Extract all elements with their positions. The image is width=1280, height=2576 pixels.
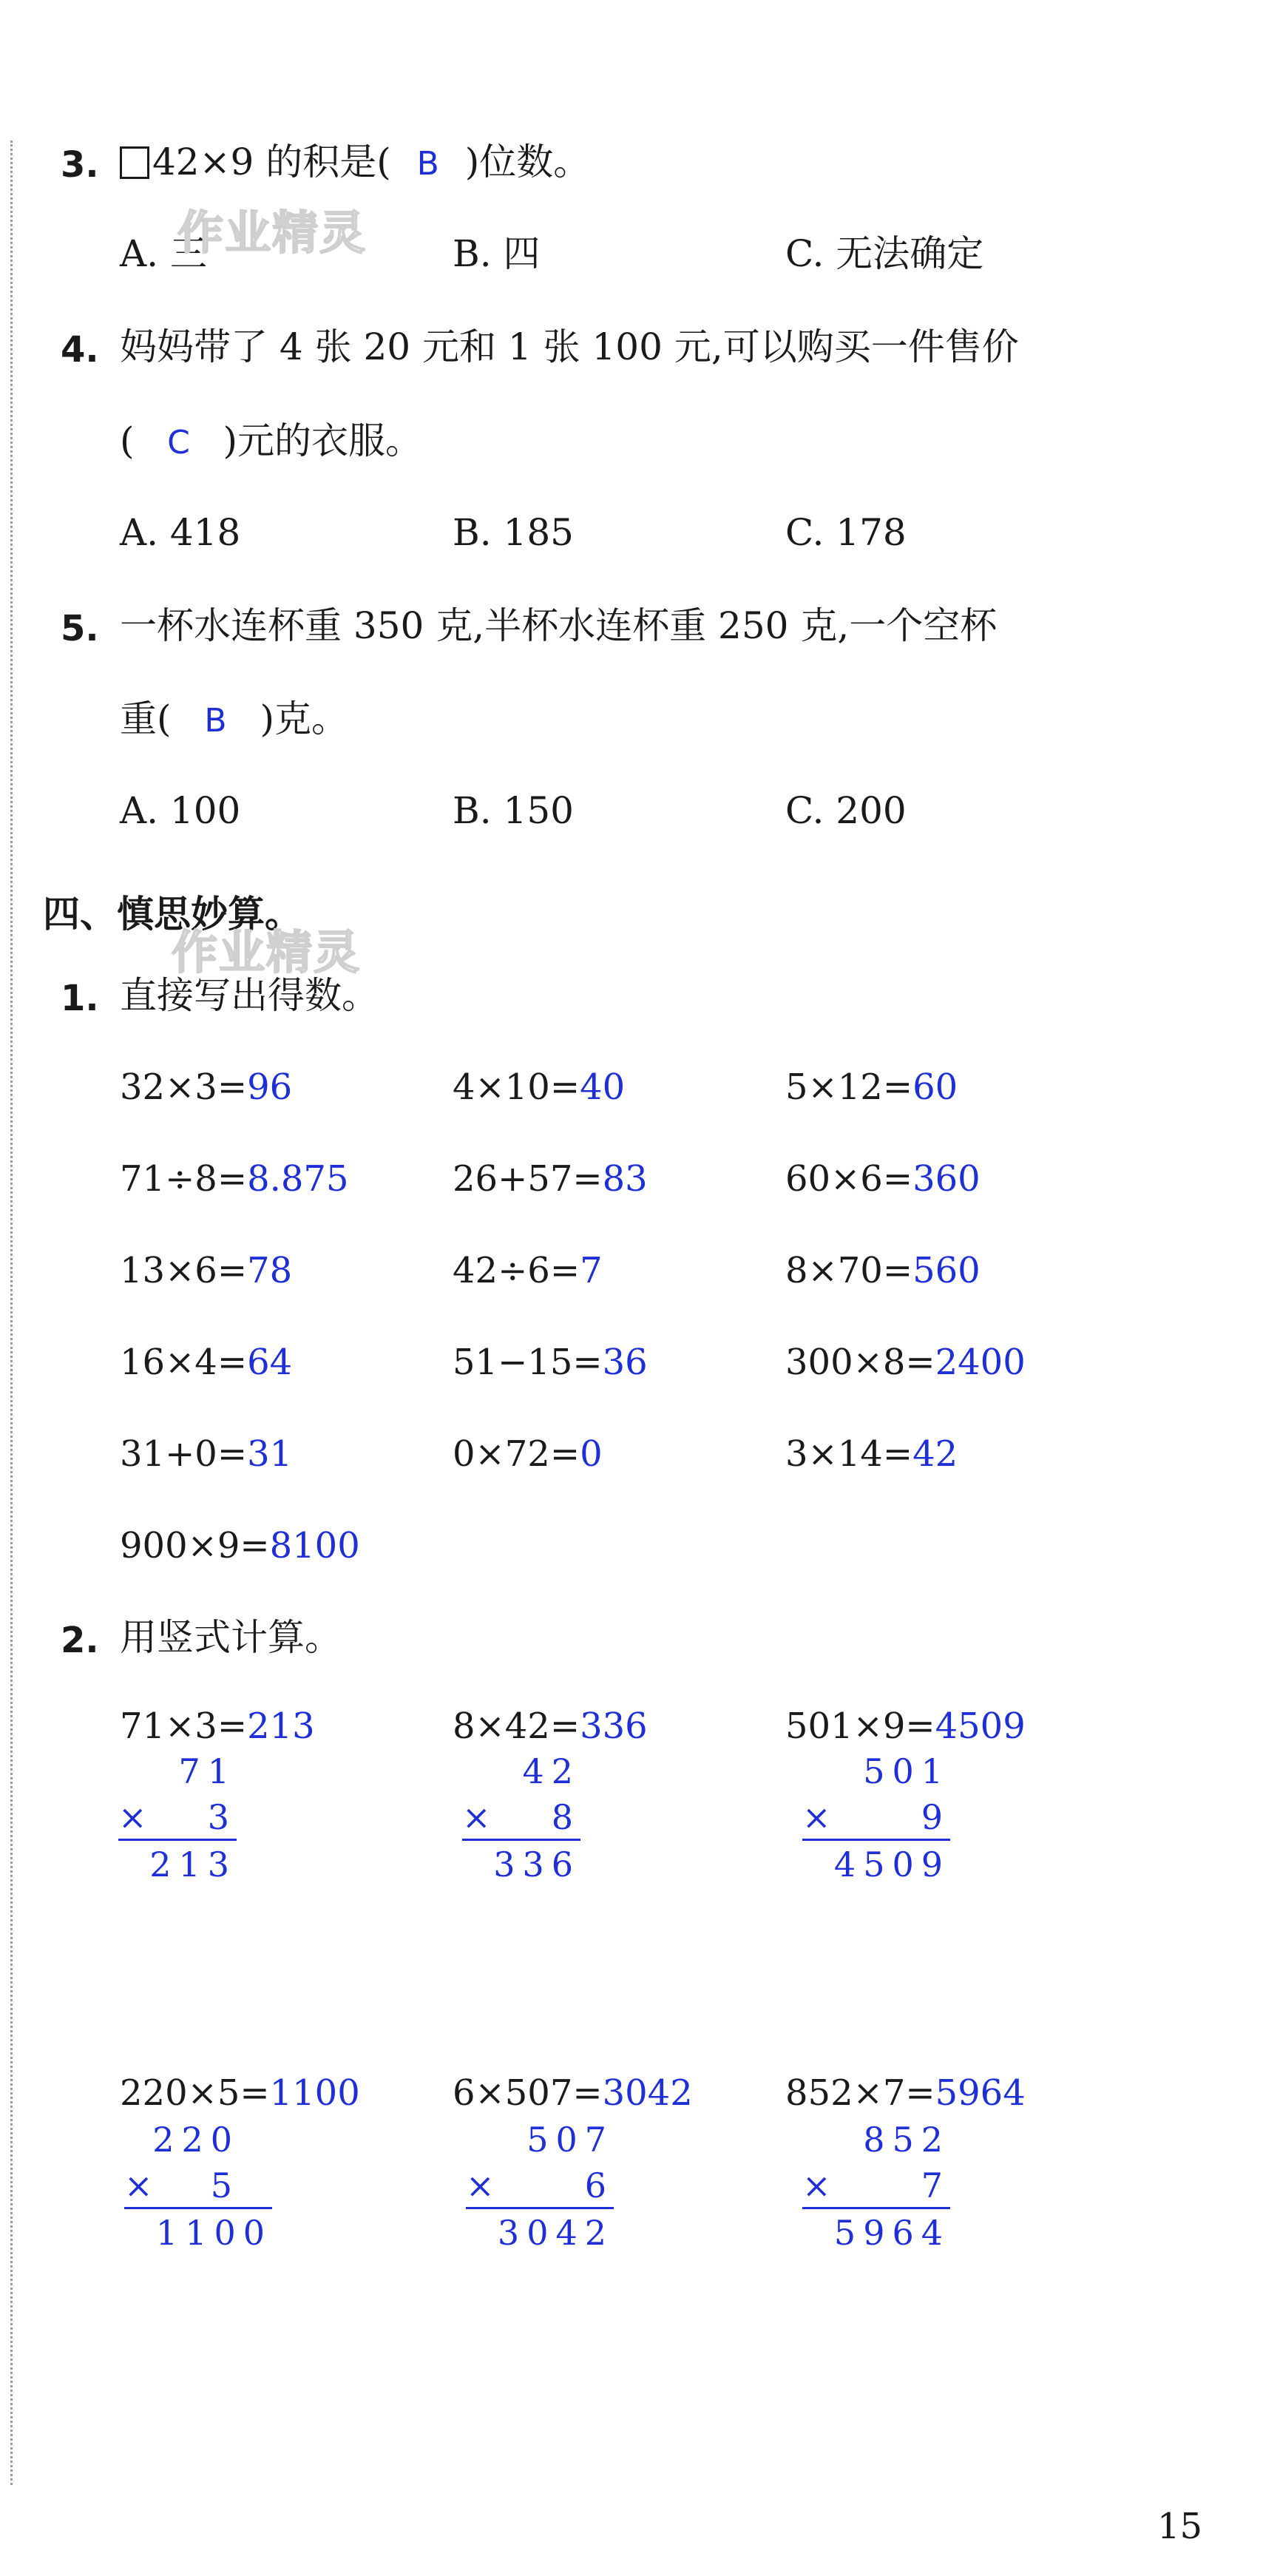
q3-stem-prefix: 42×9 的积是(: [152, 141, 391, 183]
s4-q1-title: 直接写出得数。: [120, 974, 379, 1017]
oral-calc-item: 0×72=0: [453, 1433, 603, 1475]
oral-calc-item: 4×10=40: [453, 1066, 626, 1108]
q5-option-a: A. 100: [120, 789, 241, 832]
q5-line2-prefix: 重(: [120, 697, 172, 740]
vertical-calc-work: 852 × 7 5964: [802, 2120, 950, 2253]
vertical-calc-equation: 501×9=4509: [785, 1705, 1026, 1747]
oral-calc-item: 42÷6=7: [453, 1250, 603, 1291]
q5-option-c: C. 200: [785, 789, 907, 832]
q5-number: 5.: [61, 608, 99, 649]
s4-q1-number: 1.: [61, 978, 99, 1019]
oral-calc-item: 13×6=78: [120, 1250, 293, 1291]
oral-calc-item: 16×4=64: [120, 1342, 293, 1383]
oral-calc-item: 32×3=96: [120, 1066, 293, 1108]
vertical-calc-equation: 8×42=336: [453, 1705, 648, 1747]
q5-line2-suffix: )克。: [260, 697, 349, 740]
watermark-logo-2: 作业精灵: [172, 925, 362, 979]
vertical-calc-work: 42 × 8 336: [462, 1751, 580, 1884]
q4-option-b: B. 185: [453, 511, 574, 554]
q3-stem: [120, 141, 591, 183]
q4-option-a: A. 418: [120, 511, 241, 554]
oral-calc-item: 26+57=83: [453, 1158, 648, 1200]
oral-calc-item: 51−15=36: [453, 1342, 648, 1383]
oral-calc-item: 71÷8=8.875: [120, 1158, 349, 1200]
vertical-calc-work: 501 × 9 4509: [802, 1751, 950, 1884]
s4-q2-number: 2.: [61, 1620, 99, 1661]
q3-option-b: B. 四: [453, 232, 541, 275]
oral-calc-item: 60×6=360: [785, 1158, 981, 1200]
q4-option-c: C. 178: [785, 511, 907, 554]
q3-stem-suffix: )位数。: [464, 141, 591, 183]
q3-option-c: C. 无法确定: [785, 232, 984, 275]
watermark-logo-1: 作业精灵: [177, 206, 368, 260]
vertical-calc-equation: 220×5=1100: [120, 2072, 360, 2114]
q4-line1: 妈妈带了 4 张 20 元和 1 张 100 元,可以购买一件售价: [120, 325, 1019, 368]
q3-number: 3.: [61, 144, 99, 186]
binding-margin-dotted-line: [10, 141, 13, 2485]
q5-answer: B: [204, 702, 227, 740]
vertical-calc-equation: 71×3=213: [120, 1705, 315, 1747]
q5-option-b: B. 150: [453, 789, 574, 832]
oral-calc-item: 900×9=8100: [120, 1525, 360, 1566]
oral-calc-item: 31+0=31: [120, 1433, 293, 1475]
oral-calc-item: 300×8=2400: [785, 1342, 1026, 1383]
vertical-calc-work: 71 × 3 213: [118, 1751, 237, 1884]
q4-line2: [120, 419, 423, 462]
q5-line2: [120, 697, 349, 740]
vertical-calc-equation: 6×507=3042: [453, 2072, 693, 2114]
s4-q2-title: 用竖式计算。: [120, 1616, 342, 1659]
q4-line2-suffix: )元的衣服。: [223, 419, 423, 462]
oral-calc-item: 3×14=42: [785, 1433, 958, 1475]
vertical-calc-work: 507 × 6 3042: [466, 2120, 614, 2253]
vertical-calc-work: 220 × 5 1100: [124, 2120, 272, 2253]
q3-answer: B: [416, 145, 439, 183]
q3-option-a: A. 三: [120, 232, 207, 275]
vertical-calc-equation: 852×7=5964: [785, 2072, 1026, 2114]
q5-line1: 一杯水连杯重 350 克,半杯水连杯重 250 克,一个空杯: [120, 604, 998, 647]
oral-calc-item: 8×70=560: [785, 1250, 981, 1291]
q4-number: 4.: [61, 329, 99, 371]
section-4-title: 四、慎思妙算。: [43, 893, 302, 936]
blank-box-icon: [120, 146, 149, 179]
oral-calc-item: 5×12=60: [785, 1066, 958, 1108]
q4-line2-prefix: (: [120, 419, 135, 462]
page-number: 15: [1157, 2506, 1203, 2547]
q4-answer: C: [167, 424, 190, 462]
